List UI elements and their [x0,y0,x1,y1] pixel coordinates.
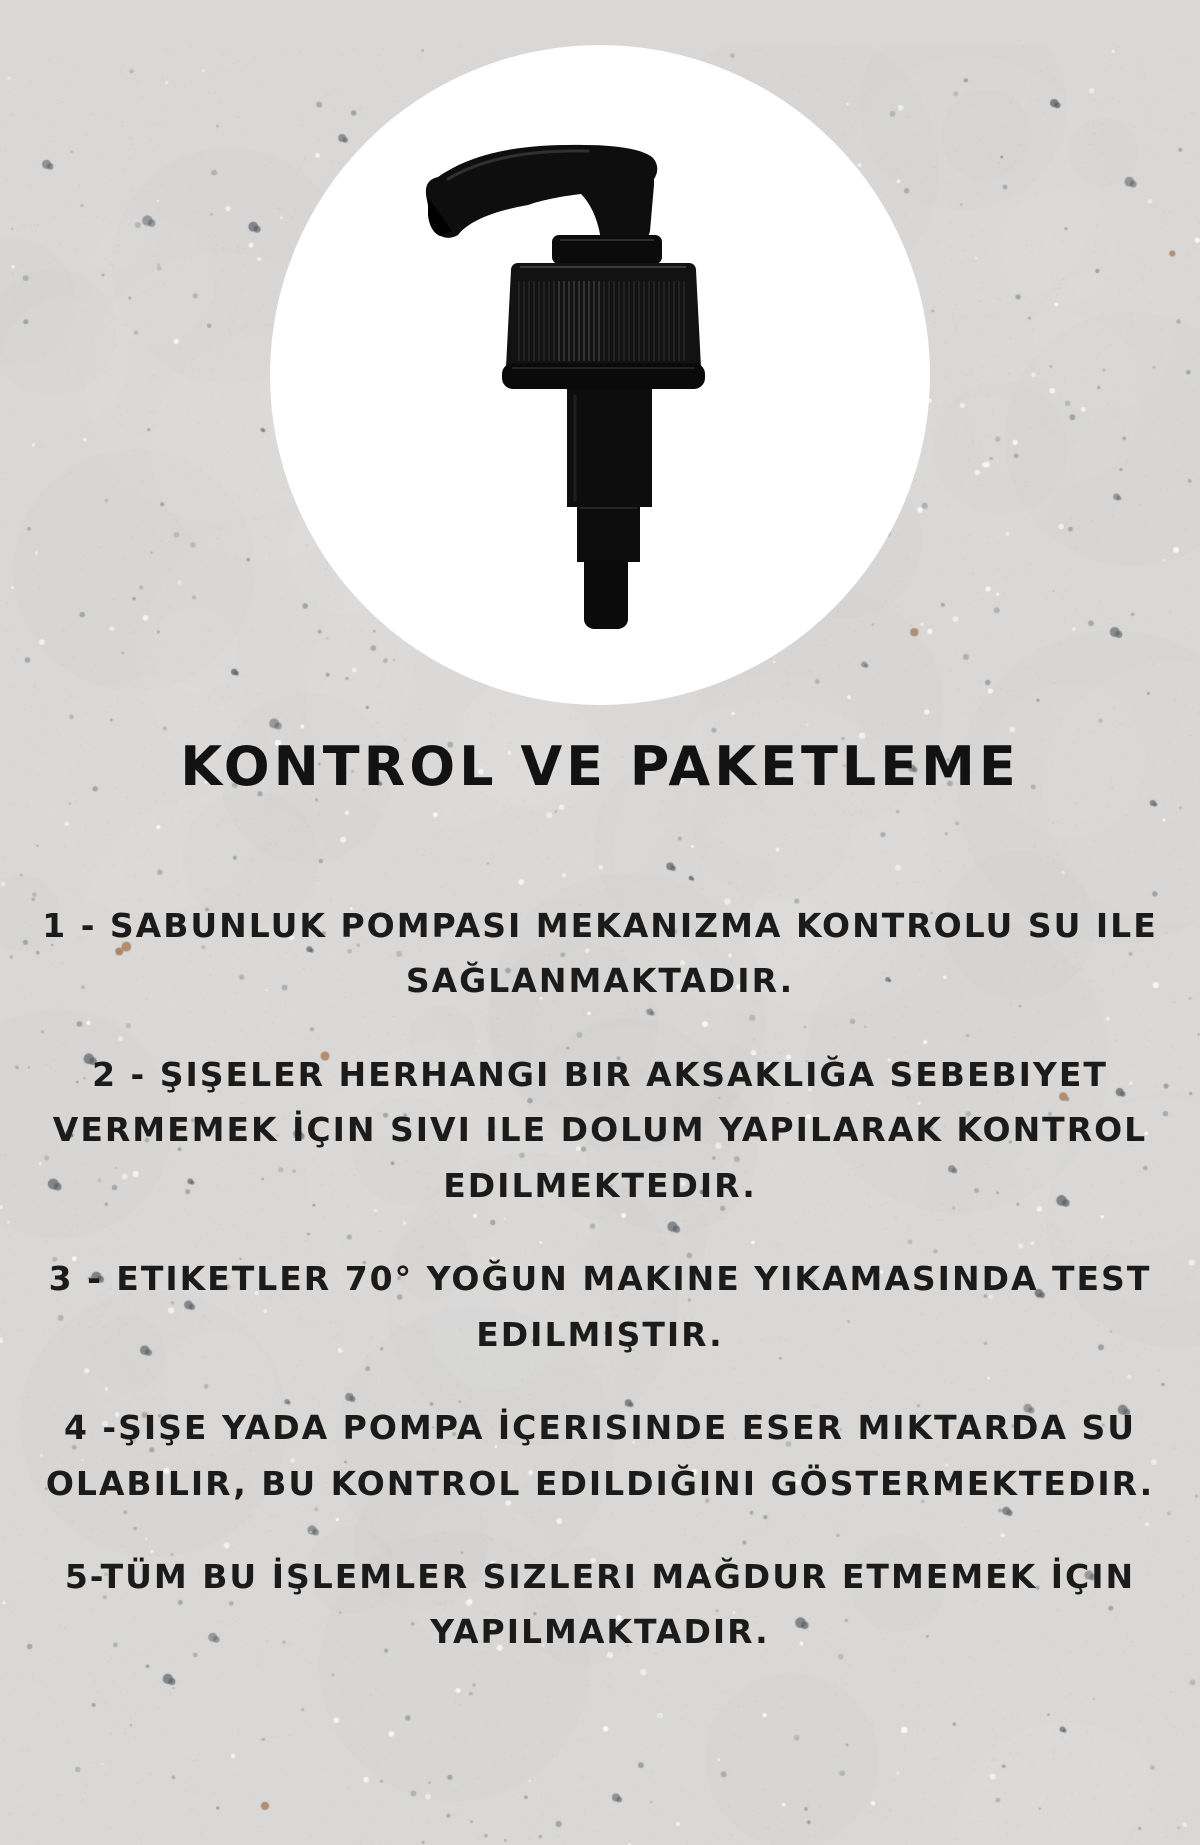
instruction-line: OLABILIR, BU KONTROL EDILDIĞINI GÖSTERMEKTEDIR. [45,1463,1155,1503]
instruction-line: VERMEMEK İÇIN SIVI ILE DOLUM YAPILARAK KONTROL [52,1110,1148,1150]
instruction-line: EDILMIŞTIR. [476,1314,724,1354]
pump-stem-tip [584,561,628,629]
pump-spout-head [426,145,657,241]
instruction-item-1 [0,898,1200,1009]
instruction-line: 2 - ŞIŞELER HERHANGI BIR AKSAKLIĞA SEBEBIYET [92,1054,1108,1094]
instruction-item-3 [0,1251,1200,1362]
instruction-line: SAĞLANMAKTADIR. [405,961,795,1001]
content [0,45,1200,1660]
instruction-line: 3 - ETIKETLER 70° YOĞUN MAKINE YIKAMASINDA TEST [48,1259,1152,1299]
instruction-line: 4 -ŞIŞE YADA POMPA İÇERISINDE ESER MIKTARDA SU [63,1408,1137,1448]
instruction-line: 5-TÜM BU İŞLEMLER SIZLERI MAĞDUR ETMEMEK İÇIN [64,1556,1136,1596]
pump-stem-middle [577,506,640,562]
instruction-line: EDILMEKTEDIR. [443,1165,757,1205]
instruction-line: 1 - SABUNLUK POMPASI MEKANIZMA KONTROLU SU ILE [42,906,1158,945]
pump-stem-upper [567,389,652,507]
instruction-item-2 [0,1047,1200,1213]
product-infographic [0,45,1200,1845]
soap-pump-image [270,45,930,705]
instruction-item-5 [0,1549,1200,1660]
product-image-circle [270,45,930,705]
pump-collar-rim [502,363,705,389]
instructions-list [0,898,1200,1660]
page-title: KONTROL VE PAKETLEME [180,735,1020,798]
instruction-line: YAPILMAKTADIR. [430,1612,770,1652]
instruction-item-4 [0,1400,1200,1511]
